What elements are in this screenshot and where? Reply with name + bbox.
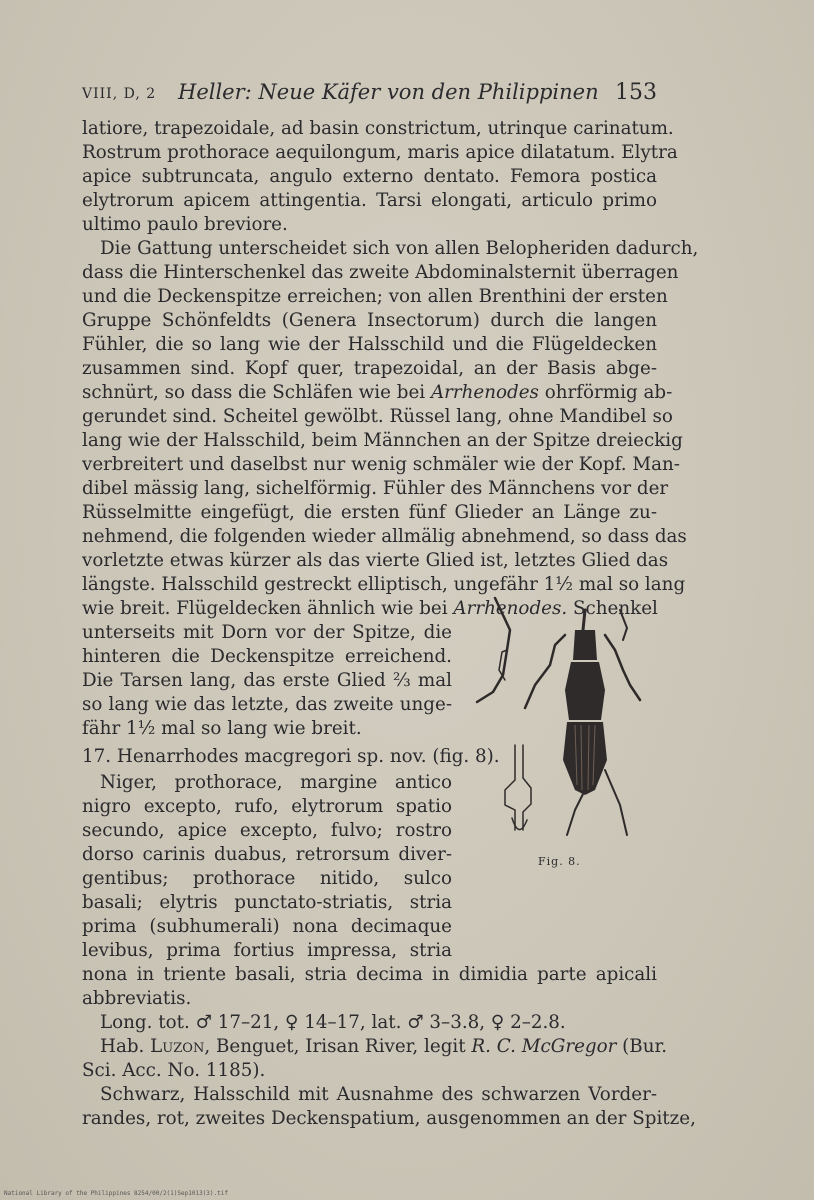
genus-name: Arrhenodes — [430, 382, 539, 403]
text-line: nigro excepto, rufo, elytrorum spatio — [82, 796, 452, 817]
running-header — [82, 80, 657, 108]
text-line: Gruppe Schönfeldts (Genera Insectorum) durch die langen — [82, 310, 657, 331]
text-line: gerundet sind. Scheitel gewölbt. Rüssel lang, ohne Mandibel so — [82, 406, 673, 427]
locality-name: Luzon — [150, 1036, 205, 1057]
text-fragment: Hab. — [100, 1036, 145, 1057]
text-line: dass die Hinterschenkel das zweite Abdominalsternit überragen — [82, 262, 679, 283]
text-line — [82, 381, 673, 405]
genus-name: Arrhenodes. — [453, 598, 568, 619]
text-line: zusammen sind. Kopf quer, trapezoidal, an der Basis abge- — [82, 358, 657, 379]
text-line: und die Deckenspitze erreichen; von allen Brenthini der ersten — [82, 286, 668, 307]
text-line: nehmend, die folgenden wieder allmälig abnehmend, so dass das — [82, 526, 687, 547]
text-fragment: wie breit. Flügeldecken ähnlich wie bei — [82, 598, 448, 619]
text-line: apice subtruncata, angulo externo dentato. Femora postica — [82, 166, 657, 187]
text-line: Long. tot. ♂ 17–21, ♀ 14–17, lat. ♂ 3–3.8, ♀ 2–2.8. — [100, 1012, 566, 1033]
text-line: hinteren die Deckenspitze erreichend. — [82, 646, 452, 667]
text-line: Sci. Acc. No. 1185). — [82, 1060, 266, 1081]
text-line: Die Gattung unterscheidet sich von allen Belopheriden dadurch, — [100, 238, 699, 259]
text-line: Schwarz, Halsschild mit Ausnahme des schwarzen Vorder- — [100, 1084, 657, 1105]
beetle-illustration — [455, 590, 655, 860]
species-heading: 17. Henarrhodes macgregori sp. nov. (fig. 8). — [82, 746, 500, 767]
page-number: 153 — [615, 80, 657, 105]
text-line: verbreitert und daselbst nur wenig schmäler wie der Kopf. Man- — [82, 454, 680, 475]
text-line: lang wie der Halsschild, beim Männchen an der Spitze dreieckig — [82, 430, 683, 451]
text-line: Rüsselmitte eingefügt, die ersten fünf Glieder an Länge zu- — [82, 502, 657, 523]
text-line: dorso carinis duabus, retrorsum diver- — [82, 844, 452, 865]
text-line: Niger, prothorace, margine antico — [100, 772, 452, 793]
text-line: nona in triente basali, stria decima in dimidia parte apicali — [82, 964, 657, 985]
text-line: Rostrum prothorace aequilongum, maris apice dilatatum. Elytra — [82, 142, 678, 163]
collector-name: R. C. McGregor — [471, 1036, 617, 1057]
text-line: so lang wie das letzte, das zweite unge- — [82, 694, 452, 715]
text-line: längste. Halsschild gestreckt elliptisch, ungefähr 1½ mal so lang — [82, 574, 686, 595]
figure-caption: Fig. 8. — [538, 855, 581, 868]
text-line: gentibus; prothorace nitido, sulco — [82, 868, 452, 889]
text-line: latiore, trapezoidale, ad basin constrictum, utrinque carinatum. — [82, 118, 674, 139]
text-line: prima (subhumerali) nona decimaque — [82, 916, 452, 937]
text-line: abbreviatis. — [82, 988, 192, 1009]
text-line: fähr 1½ mal so lang wie breit. — [82, 718, 362, 739]
text-line: Fühler, die so lang wie der Halsschild und die Flügeldecken — [82, 334, 657, 355]
text-line: vorletzte etwas kürzer als das vierte Glied ist, letztes Glied das — [82, 550, 669, 571]
text-fragment: , Benguet, Irisan River, legit — [204, 1036, 466, 1057]
text-fragment: (Bur. — [622, 1036, 668, 1057]
text-line: basali; elytris punctato-striatis, stria — [82, 892, 452, 913]
text-line: unterseits mit Dorn vor der Spitze, die — [82, 622, 452, 643]
volume-label: VIII, D, 2 — [82, 86, 157, 102]
text-fragment: Schenkel — [572, 598, 658, 619]
text-line: randes, rot, zweites Deckenspatium, ausgenommen an der Spitze, — [82, 1108, 696, 1129]
text-fragment: ohrförmig ab- — [544, 382, 673, 403]
text-line: elytrorum apicem attingentia. Tarsi elongati, articulo primo — [82, 190, 657, 211]
text-line: secundo, apice excepto, fulvo; rostro — [82, 820, 452, 841]
text-line: levibus, prima fortius impressa, stria — [82, 940, 452, 961]
text-line: Die Tarsen lang, das erste Glied ⅔ mal — [82, 670, 452, 691]
text-line: ultimo paulo breviore. — [82, 214, 288, 235]
text-line — [82, 1035, 668, 1059]
text-line: dibel mässig lang, sichelförmig. Fühler des Männchens vor der — [82, 478, 669, 499]
text-fragment: schnürt, so dass die Schläfen wie bei — [82, 382, 426, 403]
running-title: Heller: Neue Käfer von den Philippinen — [178, 80, 599, 104]
scan-footer: National Library of the Philippines 8254/00/2(1)Sep1013(3).tif — [4, 1190, 228, 1197]
